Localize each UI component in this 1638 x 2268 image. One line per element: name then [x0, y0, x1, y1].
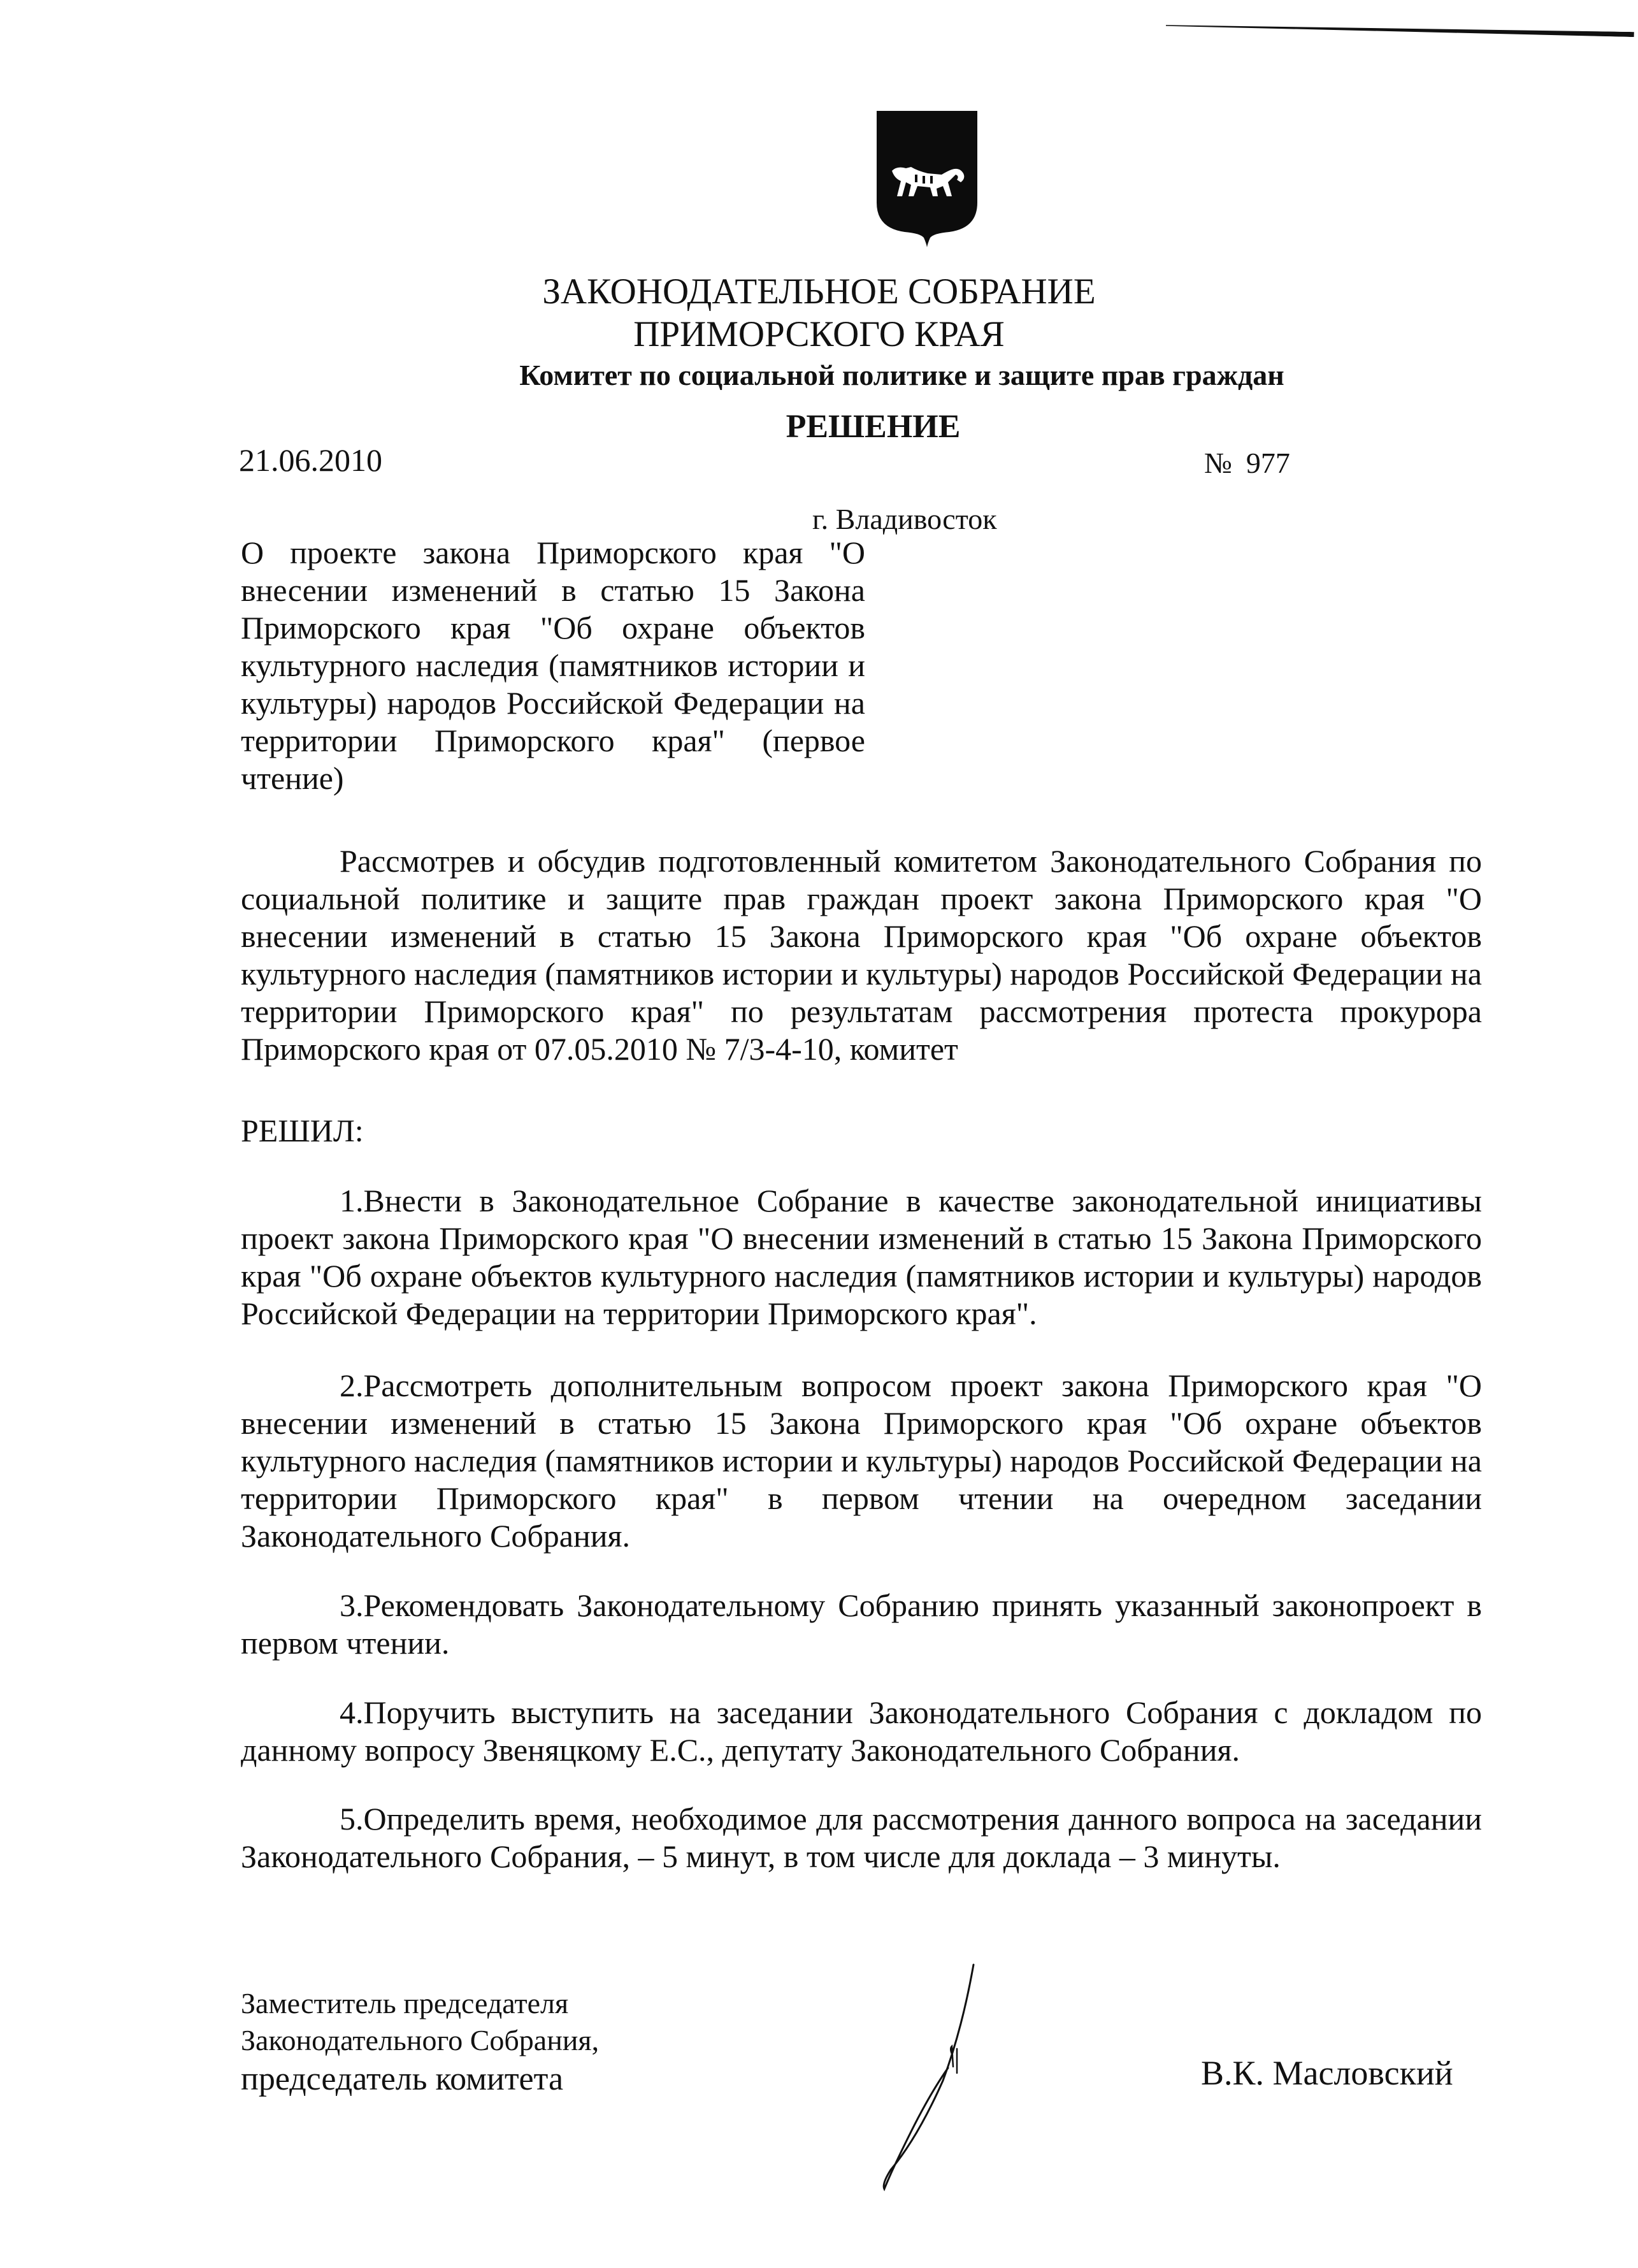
resolution-item-1 — [241, 1182, 1482, 1333]
org-title-line1: ЗАКОНОДАТЕЛЬНОЕ СОБРАНИЕ — [542, 271, 1096, 312]
position-line-2: Законодательного Собрания, — [241, 2024, 600, 2056]
resolution-item-2 — [241, 1367, 1482, 1555]
signatory-position — [241, 1985, 599, 2100]
number-sign: № — [1204, 447, 1232, 479]
resolution-item-4 — [241, 1694, 1482, 1769]
coat-of-arms-icon — [873, 107, 981, 249]
committee-name: Комитет по социальной политике и защите прав граждан — [519, 359, 1284, 391]
document-city: г. Владивосток — [812, 503, 997, 535]
document-date: 21.06.2010 — [239, 442, 382, 478]
preamble-text: Рассмотрев и обсудив подготовленный комитетом Законодательного Собрания по социальной политике и защите прав граждан проект закона Приморского края "О внесении изменений в статью 15 Закона Приморского края "Об охране объектов культурного наследия (памятников истории и культуры) народов Российской Федерации на территории Приморского края" по результатам рассмотрения протеста прокурора Приморского края от 07.05.2010 № 7/3-4-10, комитет — [241, 843, 1482, 1067]
resolution-item-text: 1.Внести в Законодательное Собрание в качестве законодательной инициативы проект закона Приморского края "О внесении изменений в статью 15 Закона Приморского края "Об охране объектов культурного наследия (памятников истории и культуры) народов Российской Федерации на территории Приморского края". — [241, 1183, 1482, 1331]
resolution-item-5 — [241, 1800, 1482, 1875]
signer-name: В.К. Масловский — [1201, 2054, 1453, 2092]
resolution-item-text: 3.Рекомендовать Законодательному Собранию принять указанный законопроект в первом чтении. — [241, 1587, 1482, 1661]
document-subject: О проекте закона Приморского края "О внесении изменений в статью 15 Закона Приморского края "Об охране объектов культурного наследия (памятников истории и культуры) народов Российской Федерации на территории Приморского края" (первое чтение) — [241, 535, 865, 796]
resolution-item-text: 5.Определить время, необходимое для рассмотрения данного вопроса на заседании Законодательного Собрания, – 5 минут, в том числе для доклада – 3 минуты. — [241, 1801, 1482, 1874]
resolved-label: РЕШИЛ: — [241, 1113, 364, 1148]
preamble — [241, 842, 1482, 1068]
handwritten-signature-icon — [809, 1960, 975, 2195]
number-value: 977 — [1246, 447, 1290, 479]
position-line-1: Заместитель председателя — [241, 1987, 569, 2019]
document-number — [1204, 446, 1290, 480]
resolution-item-text: 4.Поручить выступить на заседании Законодательного Собрания с докладом по данному вопросу Звеняцкому Е.С., депутату Законодательного Собрания. — [241, 1694, 1482, 1768]
document-type-heading: РЕШЕНИЕ — [786, 408, 961, 445]
org-title-line2: ПРИМОРСКОГО КРАЯ — [633, 314, 1005, 354]
scan-artifact-line — [1166, 23, 1634, 37]
position-line-3: председатель комитета — [241, 2061, 564, 2097]
resolution-item-text: 2.Рассмотреть дополнительным вопросом проект закона Приморского края "О внесении изменений в статью 15 Закона Приморского края "Об охране объектов культурного наследия (памятников истории и культуры) народов Российской Федерации на территории Приморского края" в первом чтении на очередном заседании Законодательного Собрания. — [241, 1368, 1482, 1554]
resolution-item-3 — [241, 1587, 1482, 1662]
